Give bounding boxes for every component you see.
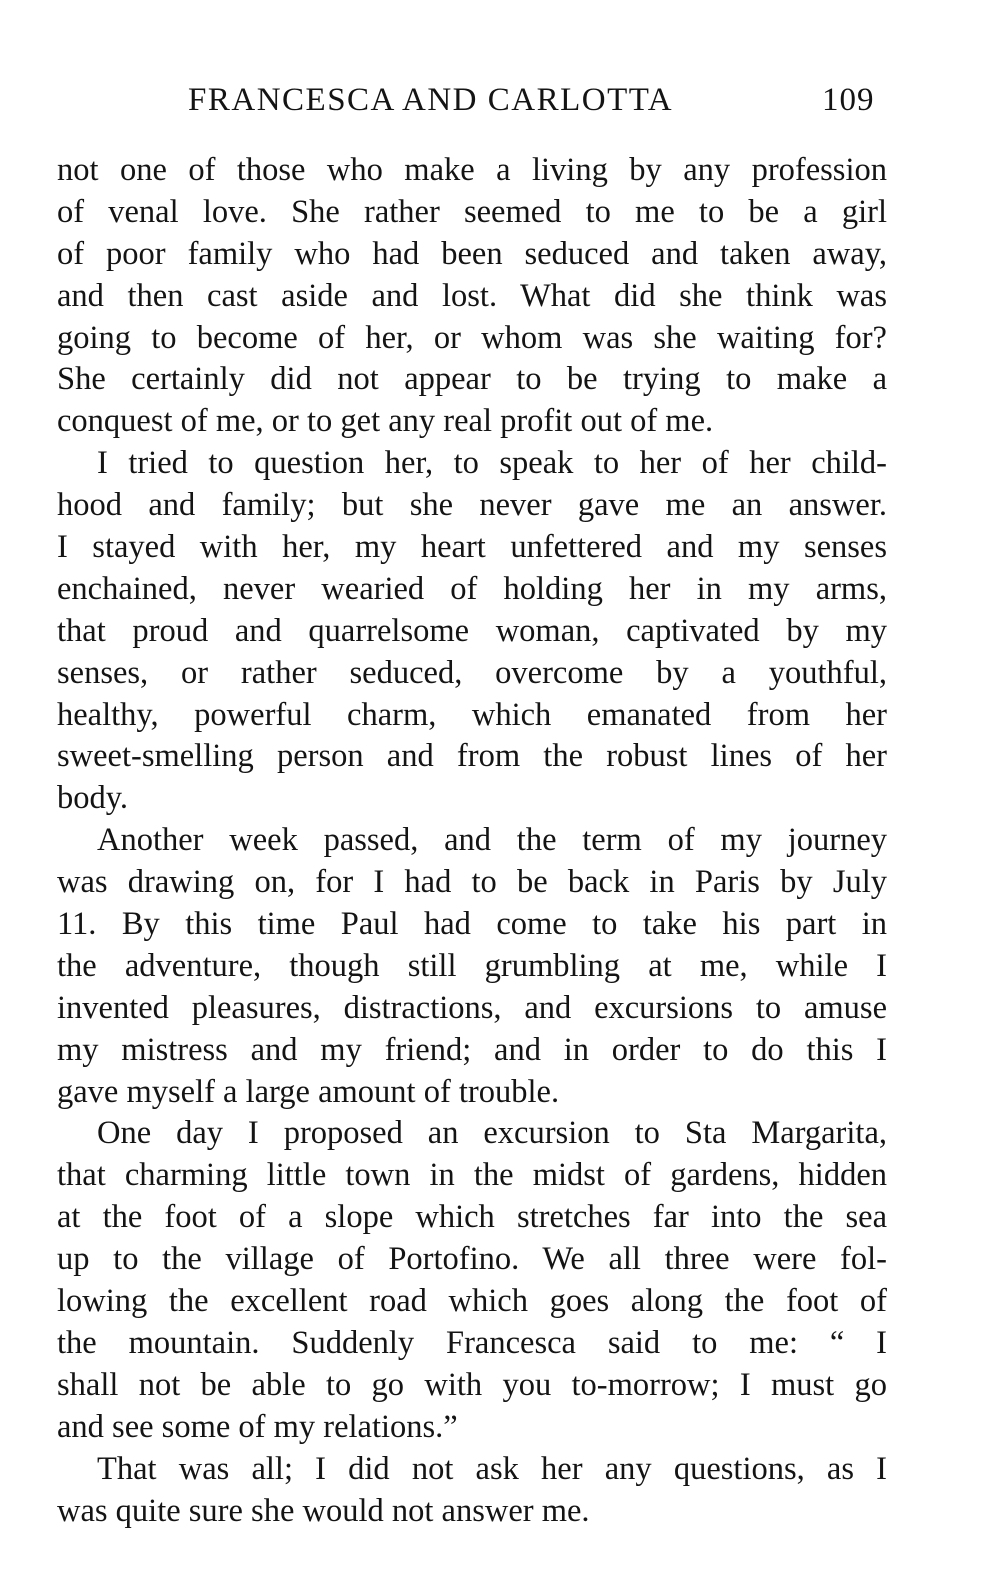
text-line: enchained, never wearied of holding her in my arms, bbox=[57, 570, 887, 607]
text-line: of poor family who had been seduced and taken away, bbox=[57, 235, 887, 272]
body-text bbox=[57, 150, 887, 1532]
text-line: body. bbox=[57, 780, 129, 817]
paragraph-first-line: I tried to question her, to speak to her of her child- bbox=[97, 445, 887, 482]
text-line: and see some of my relations.” bbox=[57, 1408, 458, 1445]
text-line: the mountain. Suddenly Francesca said to me: “ I bbox=[57, 1324, 887, 1361]
text-line: my mistress and my friend; and in order to do this I bbox=[57, 1031, 887, 1068]
text-line: conquest of me, or to get any real profit out of me. bbox=[57, 403, 714, 440]
text-line: was drawing on, for I had to be back in Paris by July bbox=[57, 864, 887, 901]
paragraph-first-line: That was all; I did not ask her any questions, as I bbox=[97, 1450, 887, 1487]
text-line: senses, or rather seduced, overcome by a youthful, bbox=[57, 654, 887, 691]
text-line: not one of those who make a living by any profession bbox=[57, 152, 887, 188]
text-line: that charming little town in the midst of gardens, hidden bbox=[57, 1157, 887, 1194]
text-line: the adventure, though still grumbling at me, while I bbox=[57, 947, 887, 984]
text-line: gave myself a large amount of trouble. bbox=[57, 1073, 560, 1110]
page-number: 109 bbox=[822, 82, 875, 118]
text-line: and then cast aside and lost. What did she think was bbox=[57, 277, 887, 314]
text-line: lowing the excellent road which goes along the foot of bbox=[57, 1283, 887, 1320]
text-line: shall not be able to go with you to-morrow; I must go bbox=[57, 1366, 887, 1403]
paragraph-first-line: One day I proposed an excursion to Sta Margarita, bbox=[97, 1115, 887, 1152]
text-line: going to become of her, or whom was she waiting for? bbox=[57, 319, 887, 356]
paragraph-first-line: Another week passed, and the term of my journey bbox=[97, 822, 887, 859]
text-line: invented pleasures, distractions, and excursions to amuse bbox=[57, 989, 887, 1026]
text-line: was quite sure she would not answer me. bbox=[57, 1492, 590, 1529]
text-line: that proud and quarrelsome woman, captivated by my bbox=[57, 612, 887, 649]
running-head bbox=[0, 78, 1000, 122]
text-line: I stayed with her, my heart unfettered and my senses bbox=[57, 529, 887, 566]
text-line: up to the village of Portofino. We all three were fol- bbox=[57, 1241, 887, 1278]
text-line: at the foot of a slope which stretches far into the sea bbox=[57, 1199, 887, 1236]
text-line: of venal love. She rather seemed to me to be a girl bbox=[57, 193, 887, 230]
text-line: 11. By this time Paul had come to take his part in bbox=[57, 906, 887, 943]
text-line: She certainly did not appear to be trying to make a bbox=[57, 361, 887, 398]
text-line: sweet-smelling person and from the robust lines of her bbox=[57, 738, 887, 775]
running-title: FRANCESCA AND CARLOTTA bbox=[188, 82, 674, 118]
text-line: hood and family; but she never gave me an answer. bbox=[57, 487, 887, 524]
text-line: healthy, powerful charm, which emanated from her bbox=[57, 696, 887, 733]
